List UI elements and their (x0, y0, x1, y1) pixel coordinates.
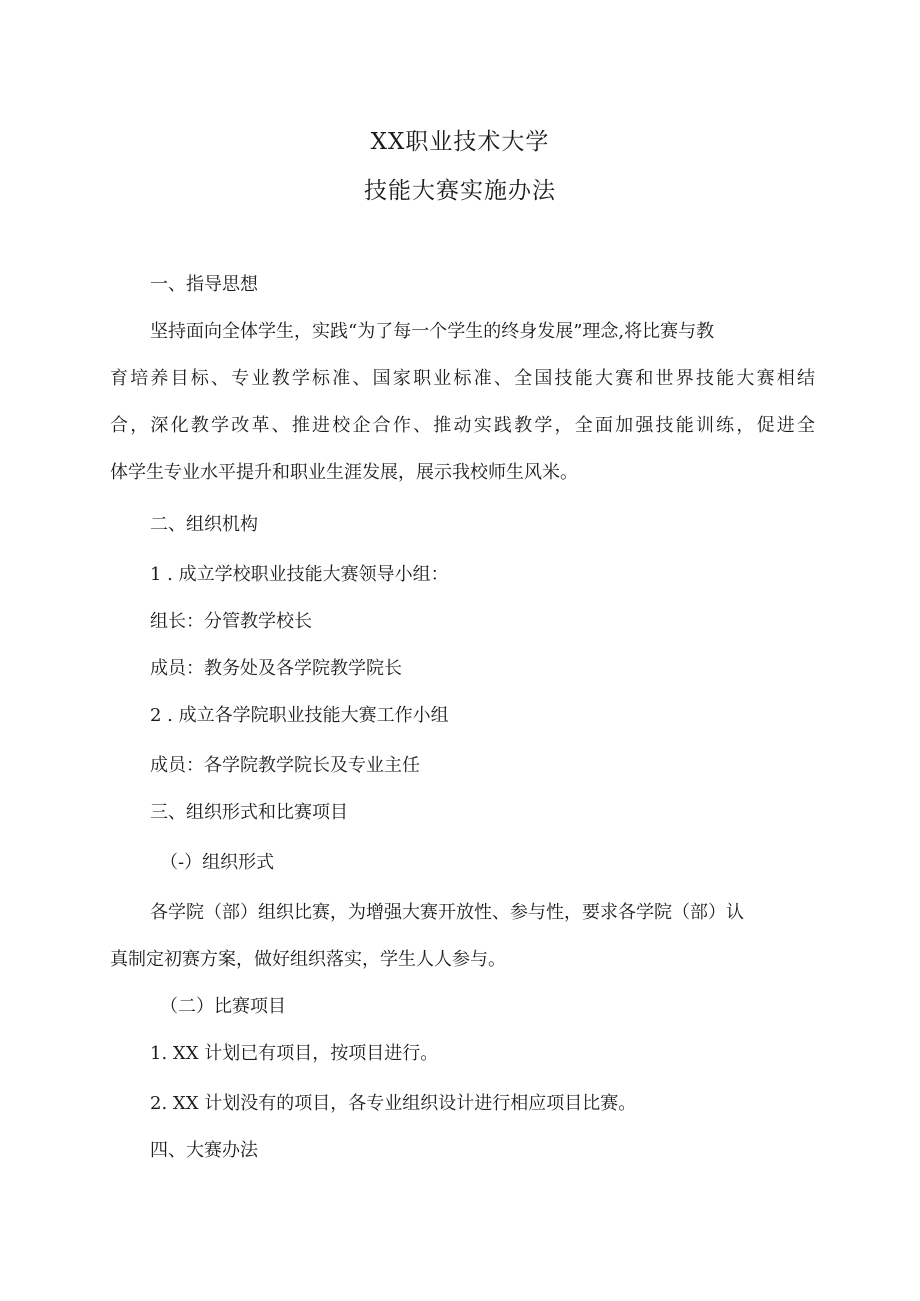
section1-paragraph-line: 合，深化教学改革、推进校企合作、推动实践教学，全面加强技能训练，促进全 (110, 415, 815, 436)
members-line: 成员：各学院教学院长及专业主任 (150, 755, 420, 776)
section3-heading: 三、组织形式和比赛项目 (150, 802, 348, 823)
document-title-line2: 技能大赛实施办法 (364, 178, 556, 204)
members-line: 成员：教务处及各学院教学院长 (150, 658, 402, 679)
subsection1-heading: （-）组织形式 (160, 852, 275, 873)
document-title-line1: XX职业技术大学 (370, 129, 550, 155)
project-item: 2. XX 计划没有的项目，各专业组织设计进行相应项目比赛。 (150, 1093, 637, 1114)
section4-heading: 四、大赛办法 (150, 1140, 258, 1161)
leader-line: 组长：分管教学校长 (150, 611, 312, 632)
section1-paragraph-line: 体学生专业水平提升和职业生涯发展，展示我校师生风米。 (110, 462, 578, 483)
subsection2-heading: （二）比赛项目 (160, 996, 286, 1017)
section1-heading: 一、指导思想 (150, 274, 258, 295)
section1-paragraph-line: 坚持面向全体学生，实践“为了每一个学生的终身发展”理念,将比赛与教 (150, 321, 715, 342)
section2-heading: 二、组织机构 (150, 514, 258, 535)
list-item: 1 . 成立学校职业技能大赛领导小组： (150, 564, 449, 585)
section1-paragraph-line: 育培养目标、专业教学标准、国家职业标准、全国技能大赛和世界技能大赛相结 (110, 368, 815, 389)
project-item: 1. XX 计划已有项目，按项目进行。 (150, 1043, 439, 1064)
list-item: 2 . 成立各学院职业技能大赛工作小组 (150, 705, 449, 726)
subsection1-paragraph-line: 各学院（部）组织比赛，为增强大赛开放性、参与性，要求各学院（部）认 (150, 902, 744, 923)
subsection1-paragraph-line: 真制定初赛方案，做好组织落实，学生人人参与。 (110, 949, 506, 970)
